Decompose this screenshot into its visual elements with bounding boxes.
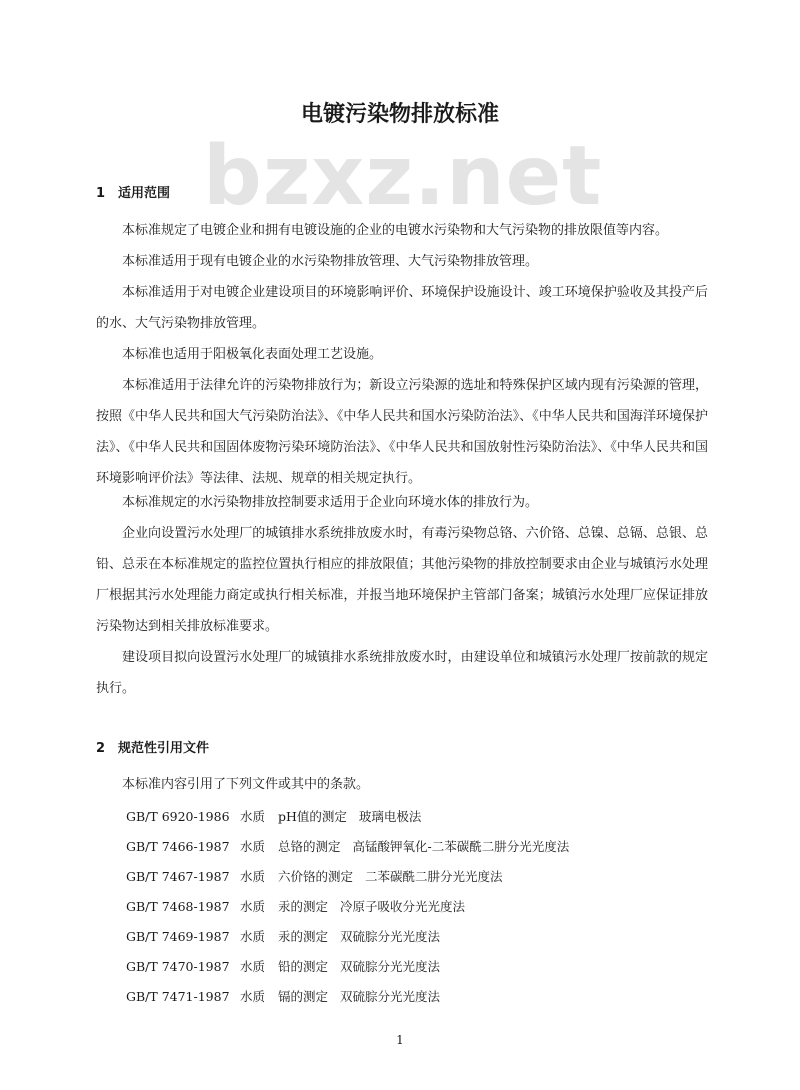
reference-code: GB/T 7466-1987 — [126, 839, 230, 854]
reference-category: 水质 — [240, 989, 266, 1004]
reference-row — [126, 957, 440, 977]
section-1-heading — [96, 185, 170, 203]
reference-code: GB/T 7471-1987 — [126, 989, 230, 1004]
reference-row — [126, 927, 440, 947]
section-number: 1 — [96, 186, 106, 201]
paragraph: 企业向设置污水处理厂的城镇排水系统排放废水时，有毒污染物总铬、六价铬、总镍、总镉、总银、总铅、总汞在本标准规定的监控位置执行相应的排放限值；其他污染物的排放控制要求由企业与城镇污水处理厂根据其污水处理能力商定或执行相关标准，并报当地环境保护主管部门备案；城镇污水处理厂应保证排放污染物达到相关排放标准要求。 — [96, 526, 708, 634]
paragraph: 本标准内容引用了下列文件或其中的条款。 — [122, 777, 370, 792]
reference-method: 二苯碳酰二肼分光光度法 — [365, 869, 503, 884]
reference-row — [126, 867, 503, 887]
reference-method: 高锰酸钾氧化-二苯碳酰二肼分光光度法 — [352, 839, 570, 854]
watermark: bzxz.net — [203, 129, 603, 224]
document-title: 电镀污染物排放标准 — [300, 102, 499, 127]
reference-item: 六价铬的测定 — [278, 869, 354, 884]
section-title: 规范性引用文件 — [118, 741, 210, 756]
reference-code: GB/T 7468-1987 — [126, 899, 230, 914]
reference-category: 水质 — [240, 839, 266, 854]
reference-code: GB/T 7469-1987 — [126, 929, 230, 944]
reference-code: GB/T 6920-1986 — [126, 809, 230, 824]
reference-category: 水质 — [240, 929, 266, 944]
reference-category: 水质 — [240, 959, 266, 974]
paragraph: 建设项目拟向设置污水处理厂的城镇排水系统排放废水时，由建设单位和城镇污水处理厂按前款的规定执行。 — [96, 650, 708, 696]
reference-category: 水质 — [240, 809, 266, 824]
reference-category: 水质 — [240, 899, 266, 914]
section-number: 2 — [96, 741, 106, 756]
reference-item: 汞的测定 — [278, 899, 329, 914]
page-number: 1 — [396, 1033, 404, 1047]
reference-category: 水质 — [240, 869, 266, 884]
section-title: 适用范围 — [118, 186, 171, 201]
reference-row — [126, 837, 569, 857]
reference-code: GB/T 7467-1987 — [126, 869, 230, 884]
reference-method: 双硫腙分光光度法 — [340, 989, 441, 1004]
paragraph: 本标准规定的水污染物排放控制要求适用于企业向环境水体的排放行为。 — [122, 495, 539, 510]
paragraph: 本标准适用于对电镀企业建设项目的环境影响评价、环境保护设施设计、竣工环境保护验收及其投产后的水、大气污染物排放管理。 — [96, 285, 708, 331]
paragraph: 本标准也适用于阳极氧化表面处理工艺设施。 — [122, 347, 383, 362]
reference-method: 双硫腙分光光度法 — [340, 959, 441, 974]
paragraph: 本标准适用于法律允许的污染物排放行为；新设立污染源的选址和特殊保护区域内现有污染源的管理，按照《中华人民共和国大气污染防治法》、《中华人民共和国水污染防治法》、《中华人民共和国海洋环境保护法》、《中华人民共和国固体废物污染环境防治法》、《中华人民共和国放射性污染防治法》、《中华人民共和国环境影响评价法》等法律、法规、规章的相关规定执行。 — [96, 378, 708, 486]
reference-item: 总铬的测定 — [278, 839, 341, 854]
reference-item: 汞的测定 — [278, 929, 329, 944]
paragraph: 本标准适用于现有电镀企业的水污染物排放管理、大气污染物排放管理。 — [122, 254, 539, 269]
reference-code: GB/T 7470-1987 — [126, 959, 230, 974]
reference-item: 铅的测定 — [278, 959, 329, 974]
section-2-heading — [96, 740, 209, 758]
reference-method: 冷原子吸收分光光度法 — [340, 899, 466, 914]
reference-row — [126, 897, 465, 917]
reference-row — [126, 987, 440, 1007]
reference-item: 镉的测定 — [278, 989, 329, 1004]
paragraph: 本标准规定了电镀企业和拥有电镀设施的企业的电镀水污染物和大气污染物的排放限值等内容。 — [122, 223, 669, 238]
reference-method: 玻璃电极法 — [358, 809, 422, 824]
reference-item: pH值的测定 — [278, 809, 347, 824]
reference-method: 双硫腙分光光度法 — [340, 929, 441, 944]
reference-row — [126, 807, 421, 827]
